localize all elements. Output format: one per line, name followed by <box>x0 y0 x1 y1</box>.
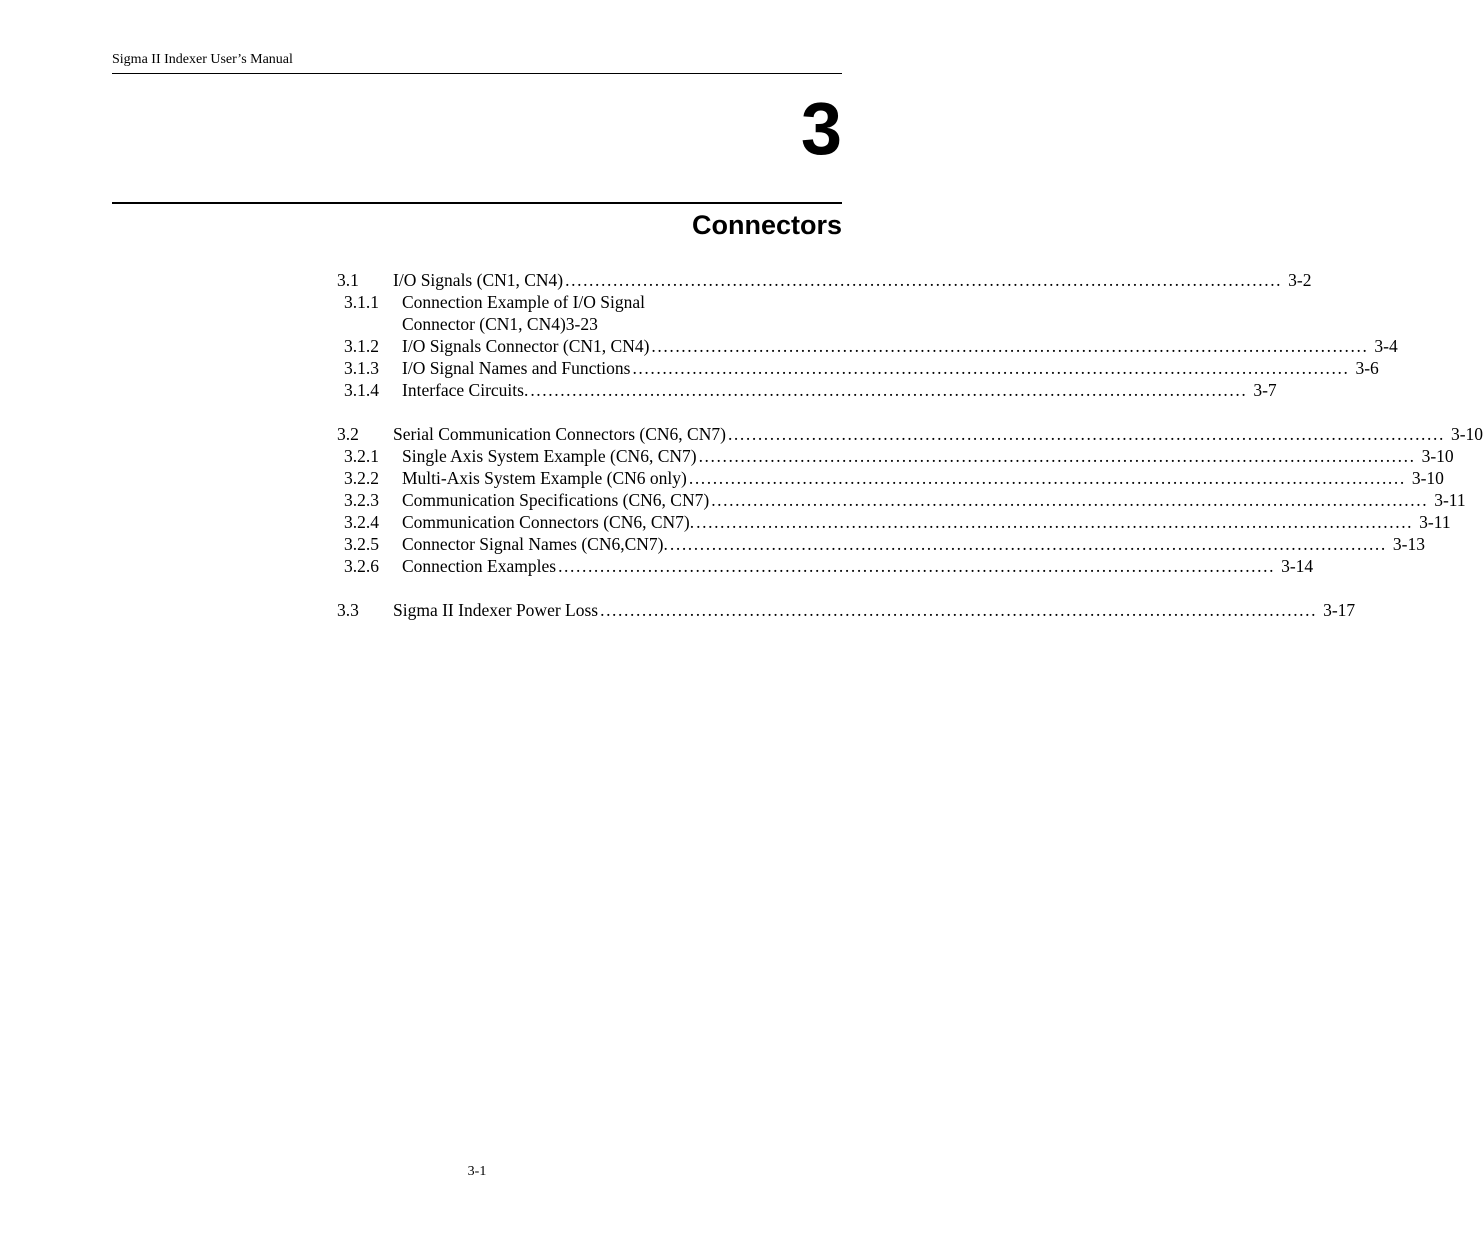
dot-leader: ........................................................................................................................ <box>698 446 1416 466</box>
toc-entry-page: 3-10 <box>1411 468 1444 488</box>
toc-entry-page: 3-4 <box>1374 336 1398 356</box>
toc-entry-title: Connection Examples <box>402 556 557 576</box>
toc-entry-page: 3-10 <box>1421 446 1454 466</box>
toc-entry-page: 3-11 <box>1419 512 1451 532</box>
toc-entry-page: 3-14 <box>1281 556 1314 576</box>
toc-entry-3-1-1-continued[interactable] <box>337 313 842 335</box>
toc-entry-number: 3.1 <box>337 270 359 290</box>
chapter-rule <box>112 202 842 204</box>
toc-entry-3-2-2[interactable] <box>337 467 1444 489</box>
header-rule <box>112 73 842 74</box>
toc-entry-page: 3-7 <box>1253 380 1277 400</box>
toc-entry-3-2-5[interactable] <box>337 533 1425 555</box>
toc-entry-3-2-6[interactable] <box>337 555 1314 577</box>
toc-entry-3-2-4[interactable] <box>337 511 1451 533</box>
toc-entry-title: Communication Specifications (CN6, CN7) <box>402 490 710 510</box>
toc-entry-page: 3-6 <box>1355 358 1379 378</box>
dot-leader: ........................................................................................................................ <box>632 358 1350 378</box>
toc-entry-number: 3.2.5 <box>344 534 379 554</box>
dot-leader: ........................................................................................................................ <box>651 336 1369 356</box>
toc-entry-title: Connector Signal Names (CN6,CN7). <box>402 534 668 554</box>
dot-leader: ........................................................................................................................ <box>688 468 1406 488</box>
running-header: Sigma II Indexer User’s Manual <box>112 52 293 67</box>
toc-entry-number: 3.1.3 <box>344 358 379 378</box>
toc-entry-number: 3.1.2 <box>344 336 379 356</box>
dot-leader: ........................................................................................................................ <box>727 424 1445 444</box>
toc-entry-3-2[interactable] <box>337 423 1483 445</box>
toc-entry-number: 3.3 <box>337 600 359 620</box>
toc-entry-number: 3.2.4 <box>344 512 379 532</box>
toc-entry-number: 3.2.2 <box>344 468 379 488</box>
toc-entry-title: Sigma II Indexer Power Loss <box>393 600 599 620</box>
toc-entry-page: 3-11 <box>1434 490 1466 510</box>
toc-entry-3-2-3[interactable] <box>337 489 1466 511</box>
toc-entry-title: Interface Circuits. <box>402 380 529 400</box>
toc-entry-number: 3.2 <box>337 424 359 444</box>
toc-entry-number: 3.2.6 <box>344 556 379 576</box>
table-of-contents <box>337 269 1483 621</box>
toc-entry-page: 3-2 <box>1288 270 1312 290</box>
toc-entry-title: Connector (CN1, CN4)3-23 <box>402 314 598 334</box>
toc-entry-title: Connection Example of I/O Signal <box>402 292 646 312</box>
dot-leader: ........................................................................................................................ <box>600 600 1318 620</box>
toc-entry-title: I/O Signals Connector (CN1, CN4) <box>402 336 650 356</box>
toc-entry-number: 3.2.3 <box>344 490 379 510</box>
chapter-number: 3 <box>800 87 842 170</box>
toc-entry-title: I/O Signals (CN1, CN4) <box>393 270 564 290</box>
dot-leader: ........................................................................................................................ <box>558 556 1276 576</box>
toc-entry-number: 3.1.4 <box>344 380 379 400</box>
toc-entry-title: Single Axis System Example (CN6, CN7) <box>402 446 697 466</box>
toc-entry-number: 3.1.1 <box>344 292 379 312</box>
toc-entry-title: Multi-Axis System Example (CN6 only) <box>402 468 687 488</box>
toc-entry-number: 3.2.1 <box>344 446 379 466</box>
toc-entry-title: Communication Connectors (CN6, CN7). <box>402 512 695 532</box>
toc-entry-page: 3-10 <box>1450 424 1483 444</box>
toc-entry-page: 3-17 <box>1323 600 1356 620</box>
chapter-title: Connectors <box>691 210 842 240</box>
dot-leader: ........................................................................................................................ <box>565 270 1283 290</box>
toc-entry-3-1-1[interactable] <box>337 291 842 313</box>
toc-entry-3-1-4[interactable] <box>337 379 1277 401</box>
page-number: 3-1 <box>467 1164 487 1179</box>
toc-entry-title: Serial Communication Connectors (CN6, CN7) <box>393 424 726 444</box>
toc-entry-3-1-2[interactable] <box>337 335 1398 357</box>
dot-leader: ........................................................................................................................ <box>530 380 1248 400</box>
dot-leader: ........................................................................................................................ <box>669 534 1387 554</box>
toc-entry-3-3[interactable] <box>337 599 1356 621</box>
toc-entry-3-1[interactable] <box>337 269 1312 291</box>
toc-entry-title: I/O Signal Names and Functions <box>402 358 631 378</box>
dot-leader: ........................................................................................................................ <box>696 512 1414 532</box>
dot-leader: ........................................................................................................................ <box>711 490 1429 510</box>
toc-entry-page: 3-13 <box>1392 534 1425 554</box>
toc-entry-3-2-1[interactable] <box>337 445 1454 467</box>
toc-entry-3-1-3[interactable] <box>337 357 1379 379</box>
